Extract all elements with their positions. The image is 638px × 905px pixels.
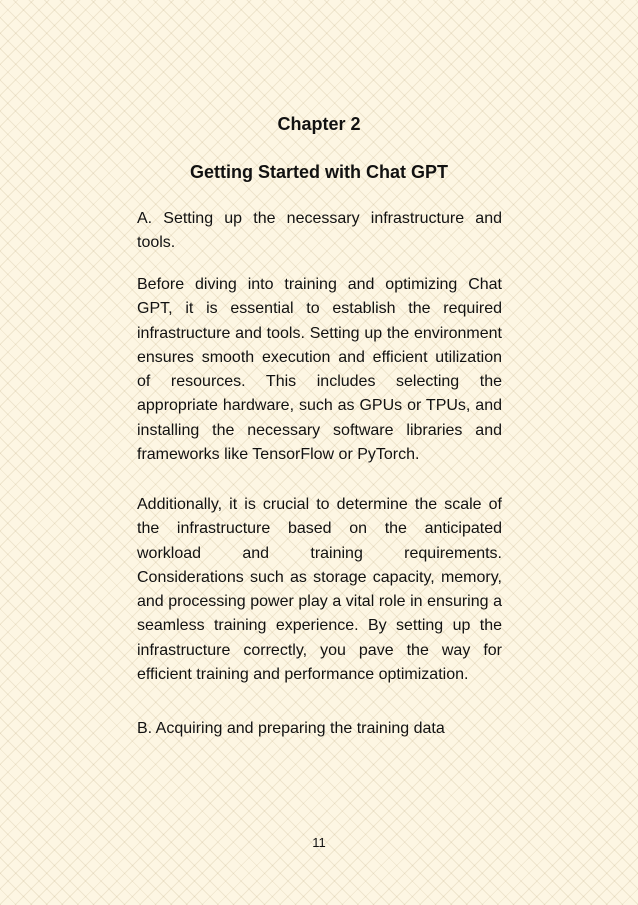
- paragraph-1: Before diving into training and optimizing Chat GPT, it is essential to establish the required infrastructure and tools. Setting up the environment ensures smooth execution and efficient utilization of resources. This includes selecting the appropriate hardware, such as GPUs or TPUs, and installing the necessary software libraries and frameworks like TensorFlow or PyTorch.: [137, 276, 502, 464]
- page-number: 11: [312, 835, 326, 850]
- section-a-heading: A. Setting up the necessary infrastructure and tools.: [137, 210, 502, 252]
- chapter-title: Chapter 2: [277, 114, 361, 134]
- chapter-subtitle: Getting Started with Chat GPT: [189, 162, 448, 182]
- paragraph-2: Additionally, it is crucial to determine the scale of the infrastructure based on the anticipated workload and training requirements. Considerations such as storage capacity, memory, and processing power play a vital role in ensuring a seamless training experience. By setting up the infrastructure correctly, you pave the way for efficient training and performance optimization.: [137, 496, 502, 684]
- section-b-heading: B. Acquiring and preparing the training data: [137, 720, 445, 737]
